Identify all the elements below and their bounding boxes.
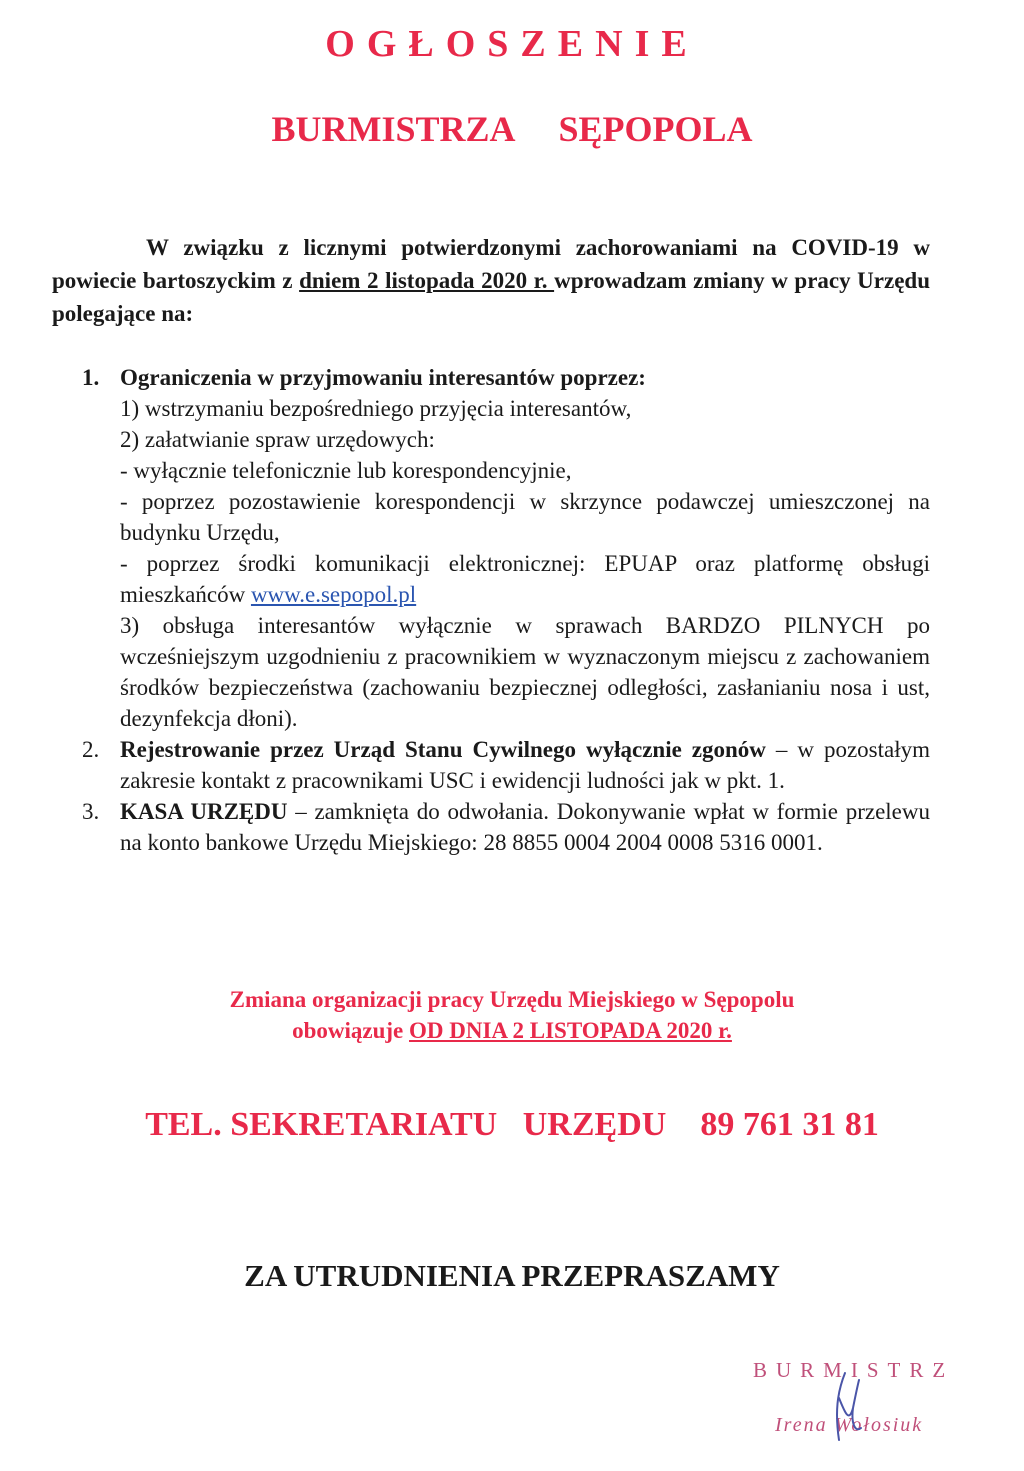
website-link[interactable]: www.e.sepopol.pl — [250, 582, 417, 607]
signature-icon — [815, 1368, 875, 1448]
measures-list — [80, 362, 930, 858]
notice-line2 — [0, 1015, 1024, 1046]
phone-label: TEL. SEKRETARIATU URZĘDU — [145, 1106, 667, 1143]
item-line-text: - poprzez środki komunikacji elektronicznej: EPUAP oraz platformę obsługi mieszkańców — [120, 551, 930, 607]
page-title: OGŁOSZENIE — [325, 23, 699, 65]
apology-text: ZA UTRUDNIENIA PRZEPRASZAMY — [244, 1258, 780, 1293]
intro-part1: W związku z licznymi potwierdzonymi zachorowaniami na COVID-19 w powiecie bartoszyckim z — [52, 235, 930, 293]
item-line: 2) załatwianie spraw urzędowych: — [120, 427, 435, 452]
stamp-title: BURMISTRZ — [753, 1358, 955, 1382]
intro-paragraph — [52, 231, 930, 330]
item-body — [120, 734, 930, 796]
notice-line1: Zmiana organizacji pracy Urzędu Miejskiego w Sępopolu — [229, 987, 795, 1012]
item-line: 3) obsługa interesantów wyłącznie w sprawach BARDZO PILNYCH po wcześniejszym uzgodnieniu z pracownikiem w wyznaczonym miejscu z zachowaniem środków bezpieczeństwa (zachowaniu bezpiecznej odległości, zasłanianiu nosa i ust, dezynfekcja dłoni). — [120, 613, 930, 731]
intro-date: dniem 2 listopada 2020 r. — [299, 268, 555, 293]
item-number: 3. — [82, 799, 100, 824]
item-line: 1) wstrzymaniu bezpośredniego przyjęcia interesantów, — [120, 396, 632, 421]
list-item — [80, 734, 930, 796]
intro-part2: wprowadzam zmiany w pracy Urzędu polegające na: — [52, 268, 931, 326]
list-item — [80, 796, 930, 858]
phone-number: 89 761 31 81 — [700, 1106, 879, 1143]
item-body — [120, 796, 930, 858]
item-heading: Rejestrowanie przez Urząd Stanu Cywilnego wyłącznie zgonów — [120, 737, 766, 762]
item-text: – w pozostałym zakresie kontakt z pracownikami USC i ewidencji ludności jak w pkt. 1. — [120, 737, 930, 793]
item-line: - poprzez pozostawienie korespondencji w skrzynce podawczej umieszczonej na budynku Urzędu, — [120, 489, 930, 545]
subtitle-right: SĘPOPOLA — [558, 109, 753, 149]
item-text: – zamknięta do odwołania. Dokonywanie wpłat w formie przelewu na konto bankowe Urzędu Miejskiego: 28 8855 0004 2004 0008 5316 0001. — [120, 799, 930, 855]
item-number: 2. — [82, 737, 100, 762]
list-item — [80, 362, 930, 734]
mayor-stamp — [745, 1358, 1005, 1458]
item-number: 1. — [82, 365, 100, 390]
phone-line — [0, 1106, 1024, 1144]
stamp-name: Irena Wołosiuk — [775, 1414, 924, 1436]
notice-prefix: obowiązuje — [292, 1018, 409, 1043]
notice-date: OD DNIA 2 LISTOPADA 2020 r. — [409, 1018, 732, 1043]
page-subtitle — [0, 108, 1024, 150]
item-line — [120, 548, 930, 610]
subtitle-left: BURMISTRZA — [271, 109, 514, 149]
item-heading: Ograniczenia w przyjmowaniu interesantów poprzez: — [120, 365, 646, 390]
notice-block — [0, 984, 1024, 1046]
item-heading: KASA URZĘDU — [120, 799, 288, 824]
item-line: - wyłącznie telefonicznie lub korespondencyjnie, — [120, 458, 572, 483]
